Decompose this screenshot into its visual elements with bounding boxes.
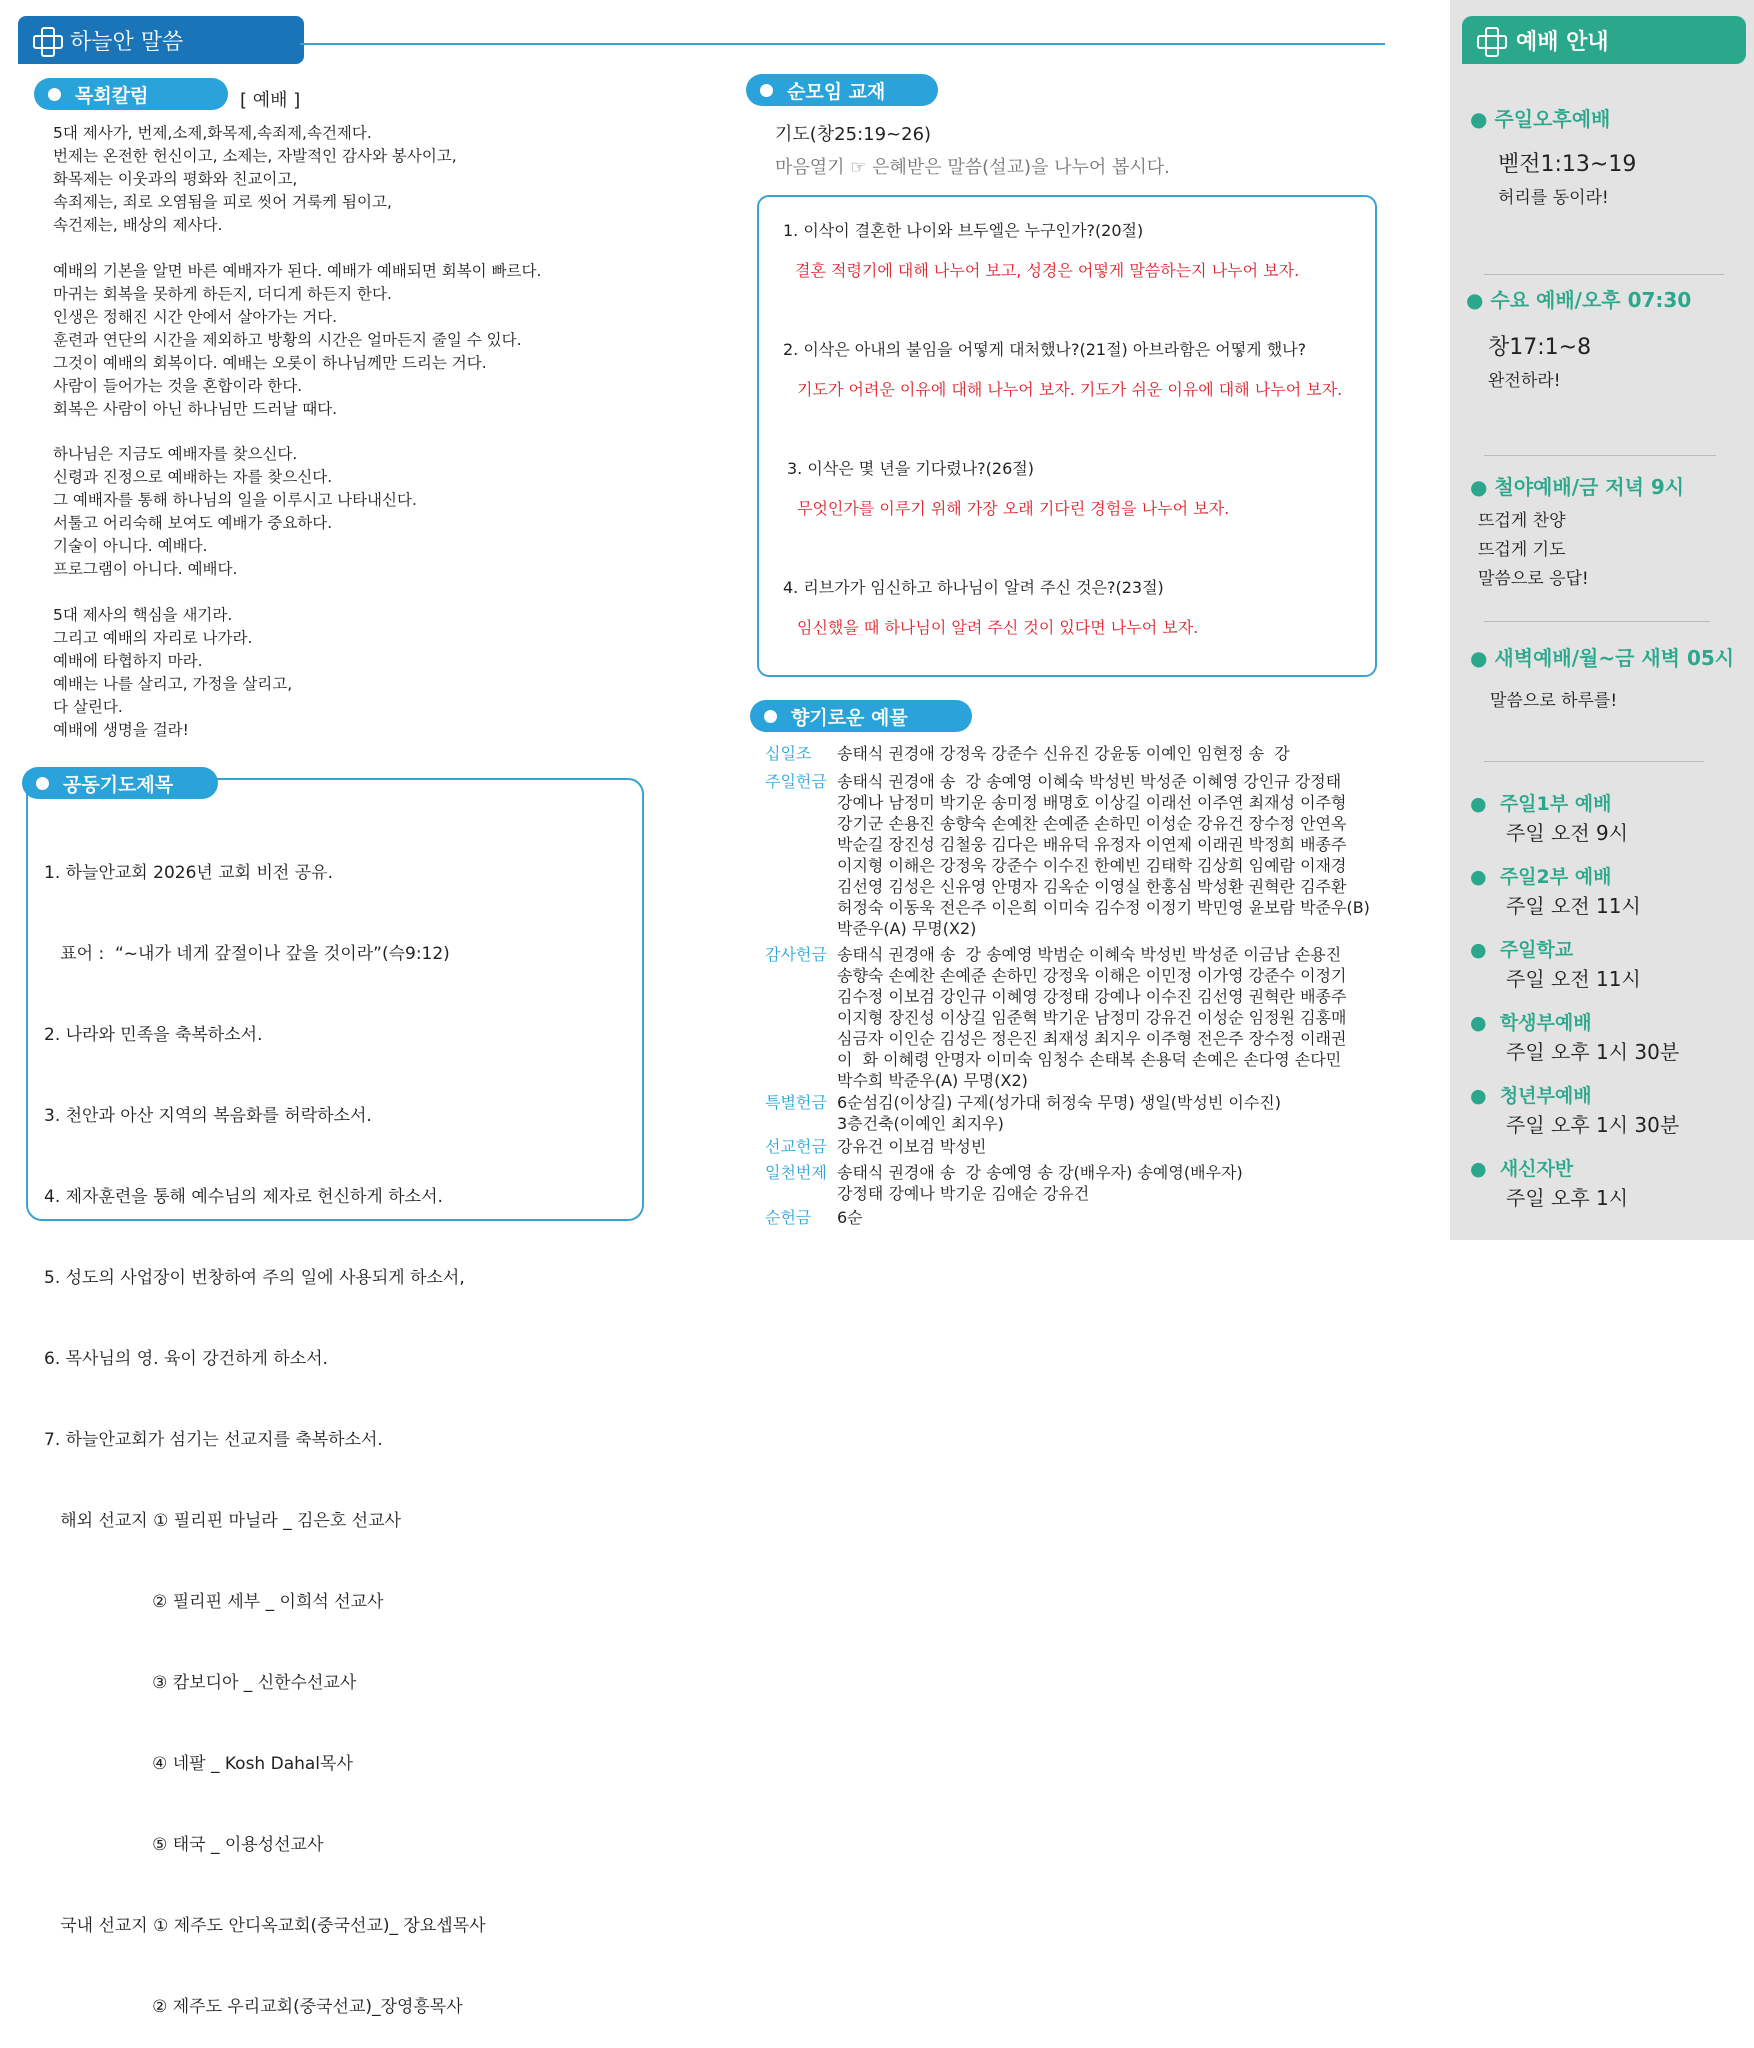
divider xyxy=(1484,455,1716,456)
prayer-line: ② 제주도 우리교회(중국선교)_장영흥목사 xyxy=(44,1997,463,2017)
prayer-line: ② 필리핀 세부 _ 이희석 선교사 xyxy=(44,1592,384,1612)
cross-icon xyxy=(1476,26,1504,54)
bullet-icon xyxy=(760,84,773,97)
offerings-section-pill xyxy=(750,700,972,732)
material-opening: 마음열기 ☞ 은혜받은 말씀(설교)을 나누어 봅시다. xyxy=(775,157,1170,178)
offering-row xyxy=(765,1162,1243,1204)
offering-label: 주일헌금 xyxy=(765,772,827,791)
column-paragraph: 하나님은 지금도 예배자를 찾으신다. 신령과 진정으로 예배하는 자를 찾으신다. 그 예배자를 통해 하나님의 일을 이루시고 나타내신다. 서툴고 어리숙해 보여도 예배가 중요하다. 기술이 아니다. 예배다. 프로그램이 아니다. 예배다. xyxy=(53,445,417,578)
prayer-line: 2. 나라와 민족을 축복하소서. xyxy=(44,1025,263,1045)
service-line: 말씀으로 응답! xyxy=(1478,569,1589,589)
schedule-title: ● 주일1부 예배 xyxy=(1470,793,1612,815)
question-answer: 무엇인가를 이루기 위해 가장 오래 기다린 경험을 나누어 보자. xyxy=(797,499,1230,518)
prayer-line: ⑤ 태국 _ 이용성선교사 xyxy=(44,1835,324,1855)
offering-label: 선교헌금 xyxy=(765,1137,827,1156)
schedule-title: ● 주일학교 xyxy=(1470,939,1574,961)
prayer-line: 6. 목사님의 영. 육이 강건하게 하소서. xyxy=(44,1349,328,1369)
cross-icon xyxy=(32,26,60,54)
offering-names: 송태식 권경애 송 강 송예영 박범순 이혜숙 박성빈 박성준 이금남 손용진 송향숙 손예찬 손예준 손하민 강정욱 이해은 이민정 이가영 강준수 이정기 김수정 이보검 강인규 이혜영 강정태 강예나 이수진 김선영 권혁란 배종주 이지형 장진성 이상길 임준혁 박기운 남정미 강유건 이성순 임정원 김홍매 심금자 이인순 김성은 정은진 최재성 최지우 이주형 전은주 장수정 이래권 이 화 이혜령 안명자 이미숙 임청수 손태복 손용덕 손예은 손다영 손다민 박수희 박준우(A) 무명(X2) xyxy=(837,945,1347,1090)
main-title: 하늘안 말씀 xyxy=(70,29,184,55)
material-section-title: 순모임 교재 xyxy=(787,80,886,103)
material-section-pill xyxy=(746,74,938,106)
prayer-list xyxy=(44,806,486,2048)
schedule-time: 주일 오전 11시 xyxy=(1506,894,1641,918)
service-title: ● 새벽예배/월~금 새벽 05시 xyxy=(1470,646,1735,670)
column-paragraph: 예배의 기본을 알면 바른 예배자가 된다. 예배가 예배되면 회복이 빠르다. 마귀는 회복을 못하게 하든지, 더디게 하든지 한다. 인생은 정해진 시간 안에서 살아가는 거다. 훈련과 연단의 시간을 제외하고 방황의 시간은 얼마든지 줄일 수 있다. 그것이 예배의 회복이다. 예배는 오롯이 하나님께만 드리는 거다. 사람이 들어가는 것을 혼합이라 한다. 회복은 사람이 아닌 하나님만 드러날 때다. xyxy=(53,262,542,418)
offering-label: 순헌금 xyxy=(765,1208,812,1227)
offerings-section-title: 향기로운 예물 xyxy=(791,706,908,729)
service-line: 말씀으로 하루를! xyxy=(1490,691,1618,711)
question: 1. 이삭이 결혼한 나이와 브두엘은 누구인가?(20절) xyxy=(783,221,1144,240)
prayer-line: 1. 하늘안교회 2026년 교회 비전 공유. xyxy=(44,863,333,883)
service-title: ● 수요 예배/오후 07:30 xyxy=(1466,288,1692,312)
offering-row xyxy=(765,1092,1281,1134)
offering-label: 특별헌금 xyxy=(765,1093,827,1112)
question-answer: 결혼 적령기에 대해 나누어 보고, 성경은 어떻게 말씀하는지 나누어 보자. xyxy=(795,261,1300,280)
column-paragraph: 5대 제사의 핵심을 새기라. 그리고 예배의 자리로 나가라. 예배에 타협하지 마라. 예배는 나를 살리고, 가정을 살리고, 다 살린다. 예배에 생명을 걸라! xyxy=(53,606,293,739)
offering-row xyxy=(765,771,1370,939)
prayer-line: 해외 선교지 ① 필리핀 마닐라 _ 김은호 선교사 xyxy=(44,1511,401,1531)
column-paragraph: 5대 제사가, 번제,소제,화목제,속죄제,속건제다. 번제는 온전한 헌신이고, 소제는, 자발적인 감사와 봉사이고, 화목제는 이웃과의 평화와 친교이고, 속죄제는, 죄로 오염됨을 피로 씻어 거룩케 됨이고, 속건제는, 배상의 제사다. xyxy=(53,124,457,234)
divider xyxy=(1484,761,1704,762)
prayer-line: 표어 : “~내가 네게 갚절이나 갚을 것이라”(슥9:12) xyxy=(44,944,450,964)
service-line: 완전하라! xyxy=(1488,371,1561,391)
prayer-line: 국내 선교지 ① 제주도 안디옥교회(중국선교)_ 장요셉목사 xyxy=(44,1916,486,1936)
offering-label: 십일조 xyxy=(765,744,812,763)
offering-row xyxy=(765,1136,986,1157)
header-divider xyxy=(300,43,1385,45)
service-title: ● 철야예배/금 저녁 9시 xyxy=(1470,475,1685,499)
prayer-line: 4. 제자훈련을 통해 예수님의 제자로 헌신하게 하소서. xyxy=(44,1187,443,1207)
service-line: 뜨겁게 찬양 xyxy=(1478,511,1566,531)
bullet-icon xyxy=(764,710,777,723)
column-section-pill xyxy=(34,78,228,110)
offering-label: 감사헌금 xyxy=(765,945,827,964)
question-answer: 기도가 어려운 이유에 대해 나누어 보자. 기도가 쉬운 이유에 대해 나누어 보자. xyxy=(797,380,1343,399)
offering-names: 송태식 권경애 송 강 송예영 송 강(배우자) 송예영(배우자) 강정태 강예나 박기운 김애순 강유건 xyxy=(837,1163,1243,1203)
offering-row xyxy=(765,944,1346,1091)
worship-header xyxy=(1462,16,1746,64)
service-line: 허리를 동이라! xyxy=(1498,188,1609,208)
schedule-time: 주일 오전 11시 xyxy=(1506,967,1641,991)
question-answer: 임신했을 때 하나님이 알려 주신 것이 있다면 나누어 보자. xyxy=(797,618,1199,637)
offering-names: 강유건 이보검 박성빈 xyxy=(837,1137,987,1156)
schedule-title: ● 주일2부 예배 xyxy=(1470,866,1612,888)
schedule-time: 주일 오후 1시 30분 xyxy=(1506,1040,1680,1064)
column-section-title: 목회칼럼 xyxy=(75,84,149,107)
schedule-time: 주일 오전 9시 xyxy=(1506,821,1629,845)
prayer-section-pill xyxy=(22,767,218,799)
prayer-line: ④ 네팔 _ Kosh Dahal목사 xyxy=(44,1754,353,1774)
column-subtitle: [ 예배 ] xyxy=(240,90,301,111)
material-passage: 기도(창25:19~26) xyxy=(775,124,932,145)
prayer-line: 7. 하늘안교회가 섬기는 선교지를 축복하소서. xyxy=(44,1430,383,1450)
schedule-title: ● 학생부예배 xyxy=(1470,1012,1592,1034)
offering-row xyxy=(765,1207,863,1228)
prayer-line: 3. 천안과 아산 지역의 복음화를 허락하소서. xyxy=(44,1106,372,1126)
offering-row xyxy=(765,743,1290,764)
main-header xyxy=(18,16,304,64)
bullet-icon xyxy=(36,777,49,790)
service-line: 뜨겁게 기도 xyxy=(1478,540,1566,560)
question: 4. 리브가가 임신하고 하나님이 알려 주신 것은?(23절) xyxy=(783,578,1164,597)
question: 3. 이삭은 몇 년을 기다렸나?(26절) xyxy=(787,459,1034,478)
service-verse: 창17:1~8 xyxy=(1488,335,1592,360)
service-verse: 벧전1:13~19 xyxy=(1498,152,1637,177)
service-title: ● 주일오후예배 xyxy=(1470,107,1611,131)
offering-names: 6순섬김(이상길) 구제(성가대 허정숙 무명) 생일(박성빈 이수진) 3층건축(이예인 최지우) xyxy=(837,1093,1282,1133)
offering-names: 송태식 권경애 송 강 송예영 이혜숙 박성빈 박성준 이혜영 강인규 강정태 강예나 남정미 박기운 송미정 배명호 이상길 이래선 이주연 최재성 이주형 강기군 손용진 송향숙 손예찬 손예준 손하민 이성순 강유건 장수정 안연옥 박순길 장진성 김철웅 김다은 배유덕 유정자 이연제 이래권 박정희 배종주 이지형 이해은 강정욱 강준수 이수진 한예빈 김태학 김상희 임예람 이재경 김선영 김성은 신유영 안명자 김옥순 이영실 한홍심 박성환 권혁란 김주환 허정숙 이동욱 전은주 이은희 이미숙 김수정 이정기 박민영 윤보람 박준우(B) 박준우(A) 무명(X2) xyxy=(837,772,1370,938)
question: 2. 이삭은 아내의 불임을 어떻게 대처했나?(21절) 아브라함은 어떻게 했나? xyxy=(783,340,1307,359)
schedule-time: 주일 오후 1시 30분 xyxy=(1506,1113,1680,1137)
schedule-title: ● 청년부예배 xyxy=(1470,1085,1592,1107)
divider xyxy=(1484,621,1710,622)
offering-names: 6순 xyxy=(837,1208,863,1227)
prayer-line: ③ 캄보디아 _ 신한수선교사 xyxy=(44,1673,357,1693)
offering-names: 송태식 권경애 강정욱 강준수 신유진 강윤동 이예인 임현정 송 강 xyxy=(837,744,1290,763)
worship-title: 예배 안내 xyxy=(1516,29,1609,55)
prayer-line: 5. 성도의 사업장이 번창하여 주의 일에 사용되게 하소서, xyxy=(44,1268,465,1288)
prayer-section-title: 공동기도제목 xyxy=(63,773,174,796)
offering-label: 일천번제 xyxy=(765,1163,827,1182)
schedule-time: 주일 오후 1시 xyxy=(1506,1186,1629,1210)
bullet-icon xyxy=(48,88,61,101)
schedule-title: ● 새신자반 xyxy=(1470,1158,1574,1180)
divider xyxy=(1484,274,1724,275)
